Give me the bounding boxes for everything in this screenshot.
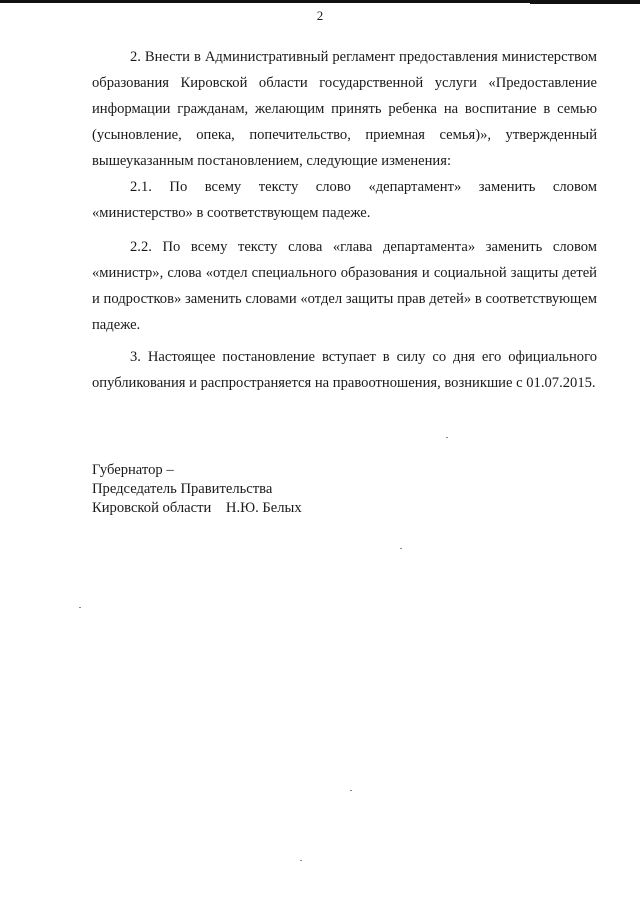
scan-speck [79,607,81,608]
scan-speck [300,860,302,861]
top-border-line-thick [530,0,640,4]
page-number: 2 [316,8,324,23]
scan-speck [400,548,402,549]
paragraph-item-3: 3. Настоящее постановление вступает в силу со дня его официального опубликования и распространяется на правоотношения, возникшие с 01.07.2015. [92,349,597,391]
paragraph-item-2-2: 2.2. По всему тексту слова «глава департамента» заменить словом «министр», слова «отдел специального образования и социальной защиты детей и подростков» заменить словами «отдел защиты прав детей» в соответствующем падеже. [92,239,597,333]
signature-block [92,461,302,518]
scan-speck [350,790,352,791]
paragraph-item-2: 2. Внести в Административный регламент предоставления министерством образования Кировской области государственной услуги «Предоставление информации гражданам, желающим принять ребенка на воспитание в семью (усыновление, опека, попечительство, приемная семья)», утвержденный вышеуказанным постановлением, следующие изменения: [92,49,597,169]
paragraph-item-2-1: 2.1. По всему тексту слово «департамент» заменить словом «министерство» в соответствующем падеже. [92,179,597,221]
document-body [92,44,597,396]
signature-title-chairman: Председатель Правительства [92,481,273,497]
scan-speck [446,437,448,438]
signature-name: Кировской области Н.Ю. Белых [92,500,302,516]
signature-title-governor: Губернатор – [92,462,174,478]
